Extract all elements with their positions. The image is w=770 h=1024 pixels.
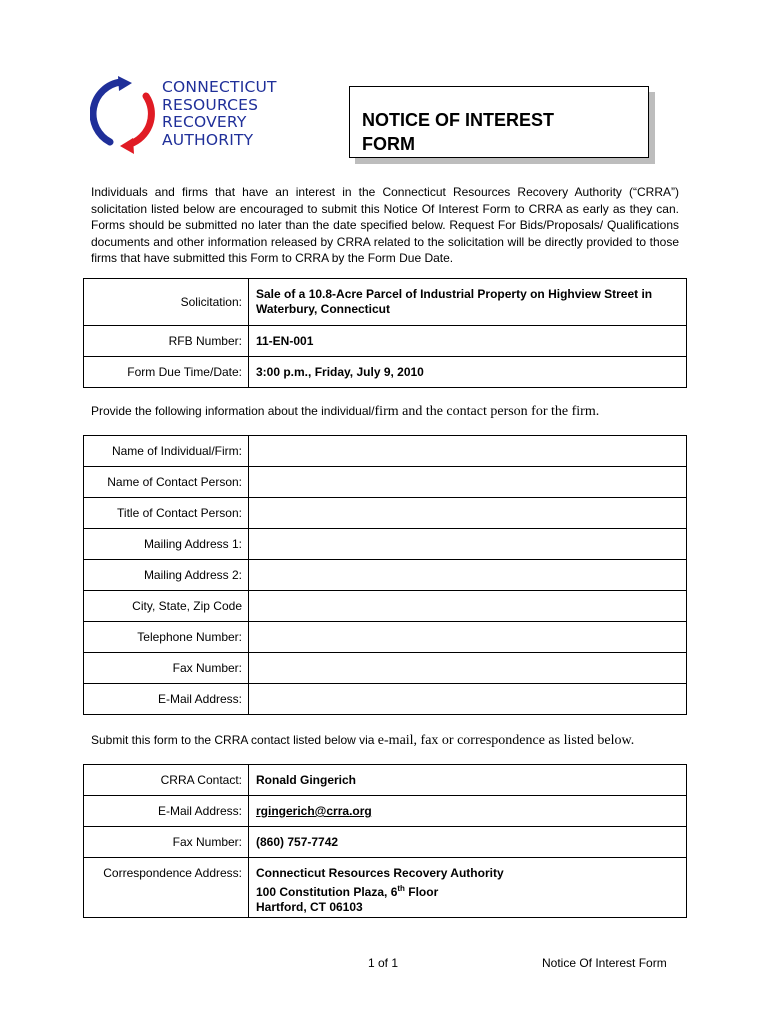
- table-row: [84, 622, 687, 653]
- provide-info-text: [91, 404, 599, 420]
- form-title-box: [349, 86, 649, 158]
- provide-info-text-a: Provide the following information about the individual/: [91, 404, 375, 418]
- table-row: [84, 796, 687, 827]
- intro-paragraph: Individuals and firms that have an interest in the Connecticut Resources Recovery Authority (“CRRA”) solicitation listed below are encouraged to submit this Notice Of Interest Form to CRRA as early as they can. Forms should be submitted no later than the date specified below. Request For Bids/Proposals/ Qualifications documents and other information released by CRRA related to the solicitation will be directly provided to those firms that have submitted this Form to CRRA by the Form Due Date.: [91, 185, 679, 265]
- page-number: 1 of 1: [368, 956, 399, 970]
- address-line-2a: 100 Constitution Plaza, 6: [256, 885, 398, 899]
- form-title-line-1: NOTICE OF INTEREST: [362, 110, 555, 130]
- field-input[interactable]: [249, 653, 687, 684]
- submit-text-b: e-mail, fax or correspondence as listed below.: [377, 733, 635, 748]
- correspondence-address-label: Correspondence Address:: [84, 858, 249, 918]
- field-label: Name of Individual/Firm:: [84, 436, 249, 467]
- table-row: [84, 653, 687, 684]
- organization-name: [162, 79, 277, 149]
- crra-contact-label: CRRA Contact:: [84, 765, 249, 796]
- table-row: [84, 529, 687, 560]
- rfb-number-label: RFB Number:: [84, 326, 249, 357]
- field-label: Telephone Number:: [84, 622, 249, 653]
- due-date-value: 3:00 p.m., Friday, July 9, 2010: [249, 357, 687, 388]
- field-input[interactable]: [249, 684, 687, 715]
- table-row: [84, 326, 687, 357]
- address-line-2-sup: th: [397, 884, 405, 893]
- table-row: [84, 436, 687, 467]
- contact-email-label: E-Mail Address:: [84, 796, 249, 827]
- table-row: [84, 591, 687, 622]
- form-title: [362, 108, 622, 156]
- crra-logo: [90, 74, 320, 156]
- solicitation-table: [83, 278, 687, 388]
- table-row: [84, 467, 687, 498]
- table-row: [84, 858, 687, 918]
- correspondence-address-value: [249, 858, 687, 918]
- respondent-info-table: [83, 435, 687, 715]
- provide-info-text-b: firm and the contact person for the firm.: [374, 404, 600, 419]
- table-row: [84, 684, 687, 715]
- table-row: [84, 765, 687, 796]
- submit-instructions-text: [91, 733, 634, 749]
- solicitation-value: Sale of a 10.8-Acre Parcel of Industrial Property on Highview Street in Waterbury, Connecticut: [249, 279, 687, 326]
- field-label: Title of Contact Person:: [84, 498, 249, 529]
- submit-text-a: Submit this form to the CRRA contact listed below via: [91, 733, 378, 747]
- rfb-number-value: 11-EN-001: [249, 326, 687, 357]
- crra-contact-table: [83, 764, 687, 918]
- field-input[interactable]: [249, 436, 687, 467]
- org-line-3: RECOVERY: [162, 113, 247, 131]
- table-row: [84, 279, 687, 326]
- address-line-3: Hartford, CT 06103: [256, 900, 363, 914]
- org-line-4: AUTHORITY: [162, 130, 254, 149]
- form-title-line-2: FORM: [362, 134, 415, 154]
- field-label: E-Mail Address:: [84, 684, 249, 715]
- contact-fax-value: (860) 757-7742: [249, 827, 687, 858]
- solicitation-label: Solicitation:: [84, 279, 249, 326]
- field-label: Mailing Address 2:: [84, 560, 249, 591]
- field-label: City, State, Zip Code: [84, 591, 249, 622]
- table-row: [84, 560, 687, 591]
- address-line-2: [256, 881, 679, 900]
- org-line-1: CONNECTICUT: [162, 78, 277, 96]
- field-label: Mailing Address 1:: [84, 529, 249, 560]
- field-input[interactable]: [249, 591, 687, 622]
- field-input[interactable]: [249, 529, 687, 560]
- due-date-label: Form Due Time/Date:: [84, 357, 249, 388]
- field-input[interactable]: [249, 467, 687, 498]
- field-label: Name of Contact Person:: [84, 467, 249, 498]
- org-line-2: RESOURCES: [162, 95, 259, 114]
- contact-email-link[interactable]: rgingerich@crra.org: [256, 804, 372, 818]
- crra-contact-value: Ronald Gingerich: [249, 765, 687, 796]
- table-row: [84, 827, 687, 858]
- field-label: Fax Number:: [84, 653, 249, 684]
- recycle-arrows-icon: [90, 74, 160, 156]
- table-row: [84, 498, 687, 529]
- field-input[interactable]: [249, 622, 687, 653]
- contact-email-cell: [249, 796, 687, 827]
- footer-title: Notice Of Interest Form: [542, 956, 667, 970]
- address-line-1: Connecticut Resources Recovery Authority: [256, 866, 504, 880]
- table-row: [84, 357, 687, 388]
- address-line-2b: Floor: [404, 885, 439, 899]
- field-input[interactable]: [249, 560, 687, 591]
- contact-fax-label: Fax Number:: [84, 827, 249, 858]
- field-input[interactable]: [249, 498, 687, 529]
